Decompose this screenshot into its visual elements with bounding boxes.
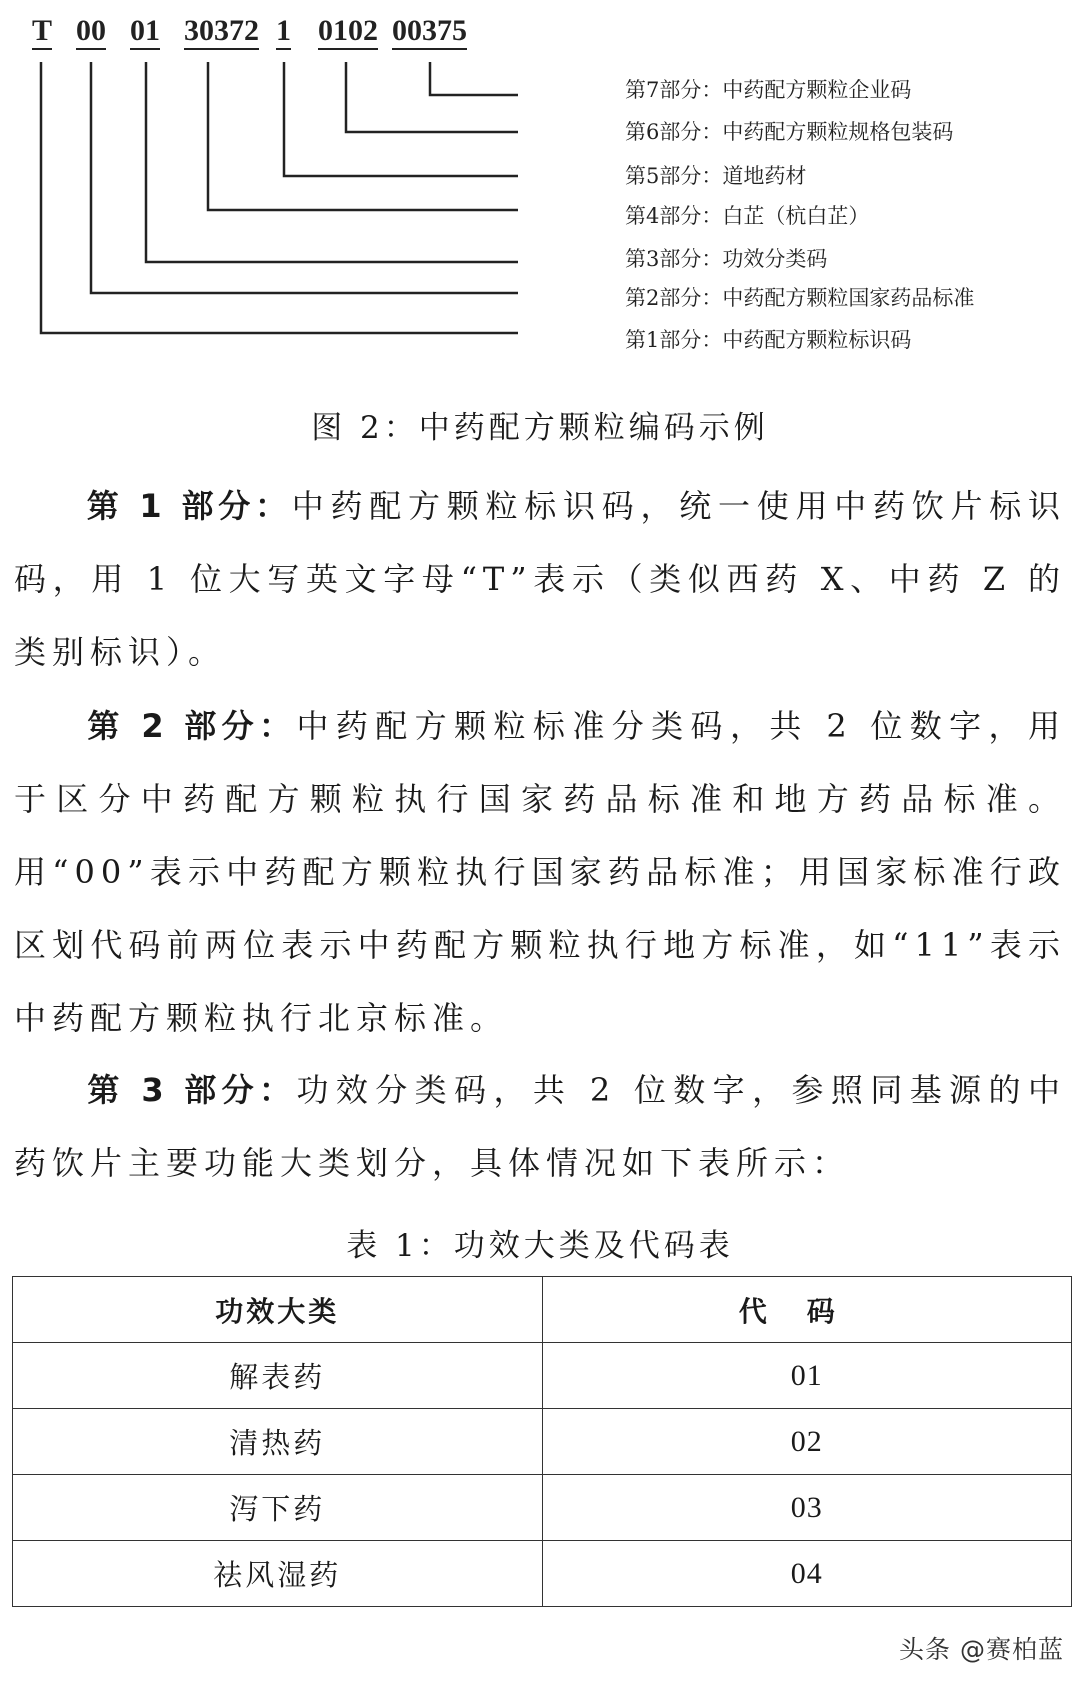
table-row bbox=[13, 1409, 1072, 1475]
connector-lines bbox=[0, 0, 1080, 390]
part-label-1: 第1部分：中药配方颗粒标识码 bbox=[625, 328, 912, 352]
paragraph-part-3 bbox=[14, 1054, 1066, 1200]
connector-part-4 bbox=[208, 62, 518, 210]
category-cell: 解表药 bbox=[13, 1343, 543, 1409]
code-cell: 03 bbox=[542, 1475, 1072, 1541]
part-label-7: 第7部分：中药配方颗粒企业码 bbox=[625, 78, 912, 102]
table-header-row bbox=[13, 1277, 1072, 1343]
category-cell: 清热药 bbox=[13, 1409, 543, 1475]
code-segment-5: 1 bbox=[276, 14, 291, 50]
paragraph-part-1 bbox=[14, 470, 1066, 689]
category-cell: 泻下药 bbox=[13, 1475, 543, 1541]
connector-part-5 bbox=[284, 62, 518, 176]
paragraph-lead: 第 2 部分： bbox=[86, 707, 297, 745]
code-cell: 02 bbox=[542, 1409, 1072, 1475]
code-segment-7: 00375 bbox=[392, 14, 467, 50]
code-segment-6: 0102 bbox=[318, 14, 378, 50]
code-cell: 01 bbox=[542, 1343, 1072, 1409]
category-cell: 祛风湿药 bbox=[13, 1541, 543, 1607]
table-row bbox=[13, 1343, 1072, 1409]
code-segment-2: 00 bbox=[76, 14, 106, 50]
figure-caption: 图 2：中药配方颗粒编码示例 bbox=[311, 410, 769, 446]
part-label-4: 第4部分：白芷（杭白芷） bbox=[625, 204, 870, 228]
paragraph-part-2 bbox=[14, 690, 1066, 1055]
part-label-6: 第6部分：中药配方颗粒规格包装码 bbox=[625, 120, 954, 144]
paragraph-text: 中药配方颗粒标准分类码，共 2 位数字，用于区分中药配方颗粒执行国家药品标准和地方药品标准。用“00”表示中药配方颗粒执行国家药品标准；用国家标准行政区划代码前两位表示中药配方颗粒执行地方标准，如“11”表示中药配方颗粒执行北京标准。 bbox=[14, 707, 1066, 1037]
connector-part-3 bbox=[146, 62, 518, 262]
code-cell: 04 bbox=[542, 1541, 1072, 1607]
header-efficacy-category: 功效大类 bbox=[13, 1277, 543, 1343]
paragraph-text: 功效分类码，共 2 位数字，参照同基源的中药饮片主要功能大类划分，具体情况如下表所示： bbox=[14, 1071, 1066, 1182]
paragraph-lead: 第 3 部分： bbox=[86, 1071, 297, 1109]
code-segment-4: 30372 bbox=[184, 14, 259, 50]
connector-part-7 bbox=[430, 62, 518, 95]
connector-part-6 bbox=[346, 62, 518, 132]
part-label-5: 第5部分：道地药材 bbox=[625, 164, 807, 188]
code-diagram bbox=[0, 0, 1080, 390]
table-row bbox=[13, 1541, 1072, 1607]
efficacy-code-table bbox=[12, 1276, 1072, 1607]
watermark: 头条 @赛柏蓝 bbox=[899, 1635, 1064, 1664]
paragraph-text: 中药配方颗粒标识码，统一使用中药饮片标识码，用 1 位大写英文字母“T”表示（类似西药 X、中药 Z 的类别标识）。 bbox=[14, 487, 1066, 671]
paragraph-lead: 第 1 部分： bbox=[86, 487, 292, 525]
connector-part-2 bbox=[91, 62, 518, 293]
table-caption: 表 1：功效大类及代码表 bbox=[346, 1228, 734, 1264]
code-segment-1: T bbox=[32, 14, 52, 50]
table-row bbox=[13, 1475, 1072, 1541]
part-label-2: 第2部分：中药配方颗粒国家药品标准 bbox=[625, 286, 975, 310]
part-label-3: 第3部分：功效分类码 bbox=[625, 247, 828, 271]
code-segment-3: 01 bbox=[130, 14, 160, 50]
header-code: 代码 bbox=[542, 1277, 1072, 1343]
